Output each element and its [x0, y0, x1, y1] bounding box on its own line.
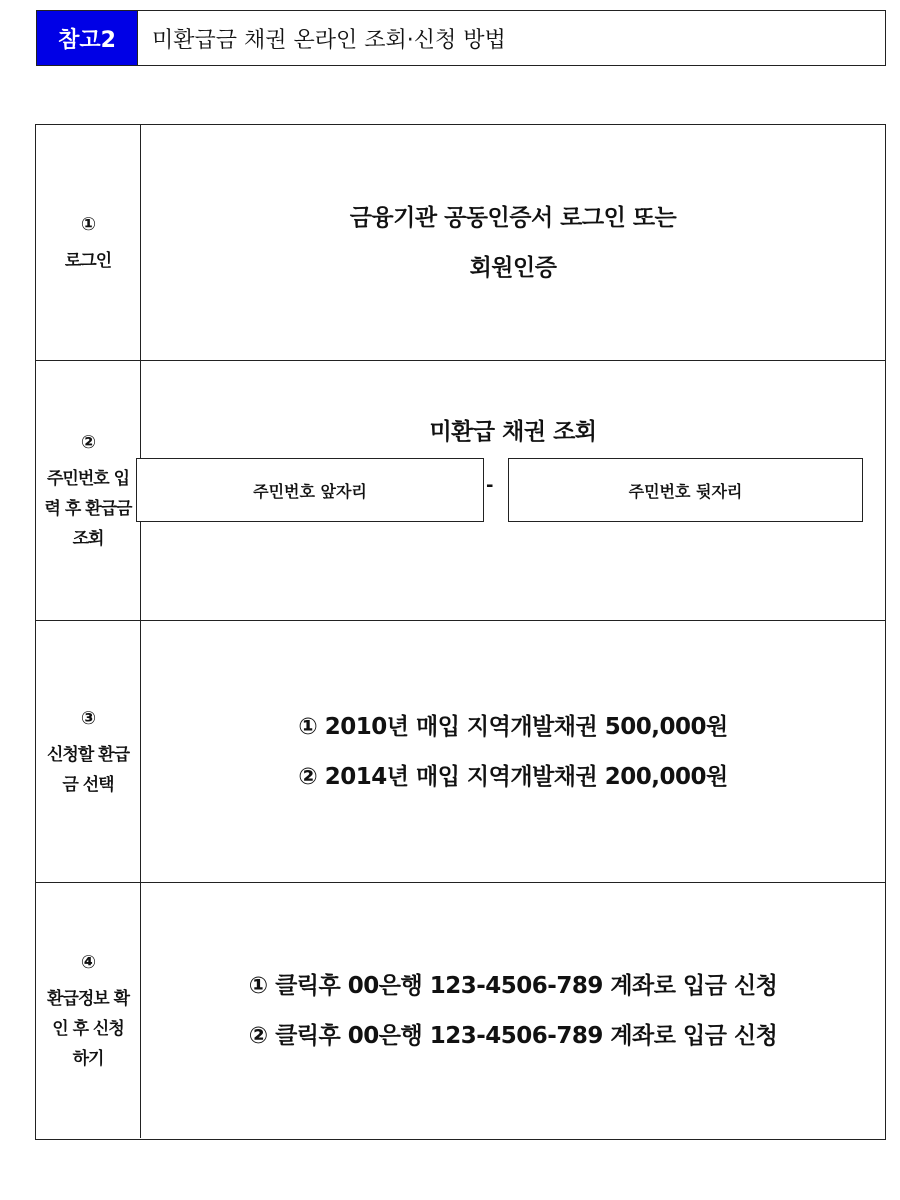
step-label-line: 금 선택 [62, 774, 114, 795]
apply-option-1[interactable]: ① 클릭후 00은행 123-4506-789 계좌로 입금 신청 [248, 972, 778, 999]
step-label-line: 하기 [72, 1048, 104, 1069]
step-content-cell [141, 883, 885, 1138]
resident-number-front-input[interactable]: 주민번호 앞자리 [136, 458, 484, 522]
procedure-table [35, 124, 886, 1140]
resident-number-back-input[interactable]: 주민번호 뒷자리 [508, 458, 863, 522]
step-row-apply [36, 883, 885, 1138]
step-label-line: 환급정보 확 [46, 988, 130, 1009]
lookup-title: 미환급 채권 조회 [429, 419, 597, 445]
section-header [36, 10, 886, 66]
reference-badge: 참고2 [37, 11, 138, 65]
step-label-cell [36, 621, 141, 882]
section-title: 미환급금 채권 온라인 조회·신청 방법 [152, 27, 506, 53]
step-row-lookup [36, 361, 885, 621]
refund-option-1[interactable]: ① 2010년 매입 지역개발채권 500,000원 [298, 713, 728, 740]
step-number: ③ [80, 707, 96, 729]
input-separator: - [486, 475, 494, 496]
step-label-cell [36, 361, 141, 620]
step-label-line: 주민번호 입 [46, 468, 130, 489]
step-content-cell [141, 621, 885, 882]
step-label-line: 조회 [72, 528, 104, 549]
step-number: ④ [80, 951, 96, 973]
step-content-cell [141, 125, 885, 360]
step-row-login [36, 125, 885, 361]
refund-option-2[interactable]: ② 2014년 매입 지역개발채권 200,000원 [298, 763, 728, 790]
step-row-select [36, 621, 885, 883]
step-content-line: 회원인증 [469, 254, 557, 281]
step-number: ② [80, 431, 96, 453]
step-label-line: 로그인 [64, 250, 112, 271]
step-label-line: 력 후 환급금 [44, 498, 132, 519]
step-label-cell [36, 125, 141, 360]
step-content-line: 금융기관 공동인증서 로그인 또는 [349, 204, 677, 231]
step-label-line: 인 후 신청 [52, 1018, 124, 1039]
step-number: ① [80, 213, 96, 235]
step-label-line: 신청할 환급 [46, 744, 130, 765]
apply-option-2[interactable]: ② 클릭후 00은행 123-4506-789 계좌로 입금 신청 [248, 1022, 778, 1049]
step-label-cell [36, 883, 141, 1138]
